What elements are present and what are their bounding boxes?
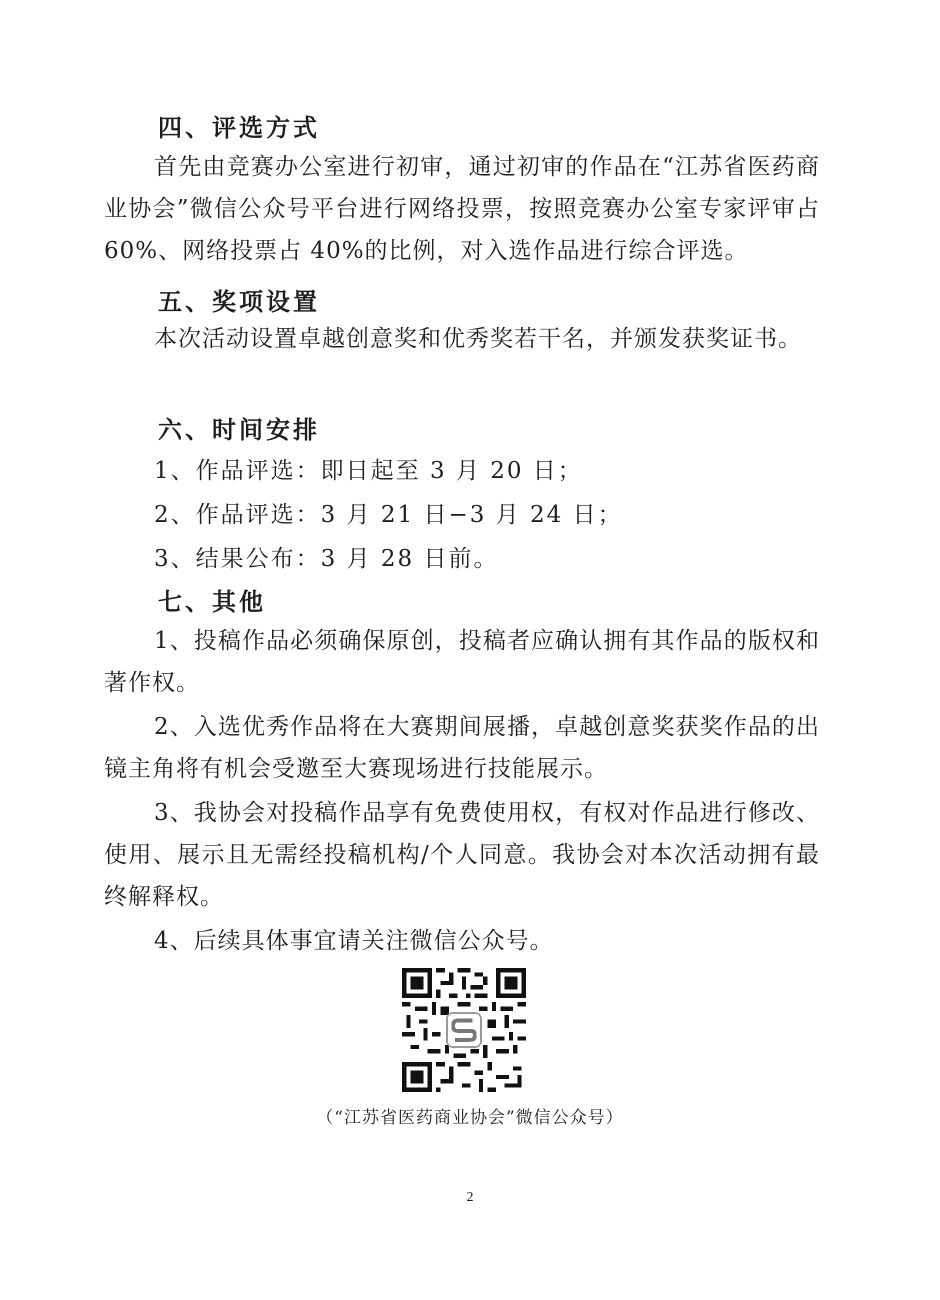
- schedule-item: 1、作品评选：即日起至 3 月 20 日；: [154, 458, 583, 484]
- other-item: 2、入选优秀作品将在大赛期间展播，卓越创意奖获奖作品的出镜主角将有机会受邀至大赛现场进行技能展示。: [104, 714, 820, 782]
- section-5-body: 本次活动设置卓越创意奖和优秀奖若干名，并颁发获奖证书。: [154, 326, 802, 352]
- schedule-item: 2、作品评选：3 月 21 日−3 月 24 日；: [154, 502, 623, 528]
- section-4-heading: 四、评选方式: [158, 114, 320, 142]
- section-4-body: 首先由竞赛办公室进行初审，通过初审的作品在“江苏省医药商业协会”微信公众号平台进行网络投票，按照竞赛办公室专家评审占 60%、网络投票占 40%的比例，对入选作品进行综合评选。: [104, 154, 820, 264]
- section-5-heading: 五、奖项设置: [158, 288, 320, 316]
- other-item: 4、后续具体事宜请关注微信公众号。: [154, 928, 554, 954]
- page-number: 2: [466, 1190, 474, 1205]
- other-item: 3、我协会对投稿作品享有免费使用权，有权对作品进行修改、使用、展示且无需经投稿机构/个人同意。我协会对本次活动拥有最终解释权。: [104, 800, 820, 910]
- other-item: 1、投稿作品必须确保原创，投稿者应确认拥有其作品的版权和著作权。: [104, 628, 820, 696]
- qr-caption: （“江苏省医药商业协会”微信公众号）: [316, 1108, 624, 1128]
- section-7-heading: 七、其他: [158, 588, 266, 616]
- schedule-item: 3、结果公布：3 月 28 日前。: [154, 546, 499, 572]
- section-6-heading: 六、时间安排: [158, 416, 320, 444]
- qr-code-icon: [402, 968, 526, 1092]
